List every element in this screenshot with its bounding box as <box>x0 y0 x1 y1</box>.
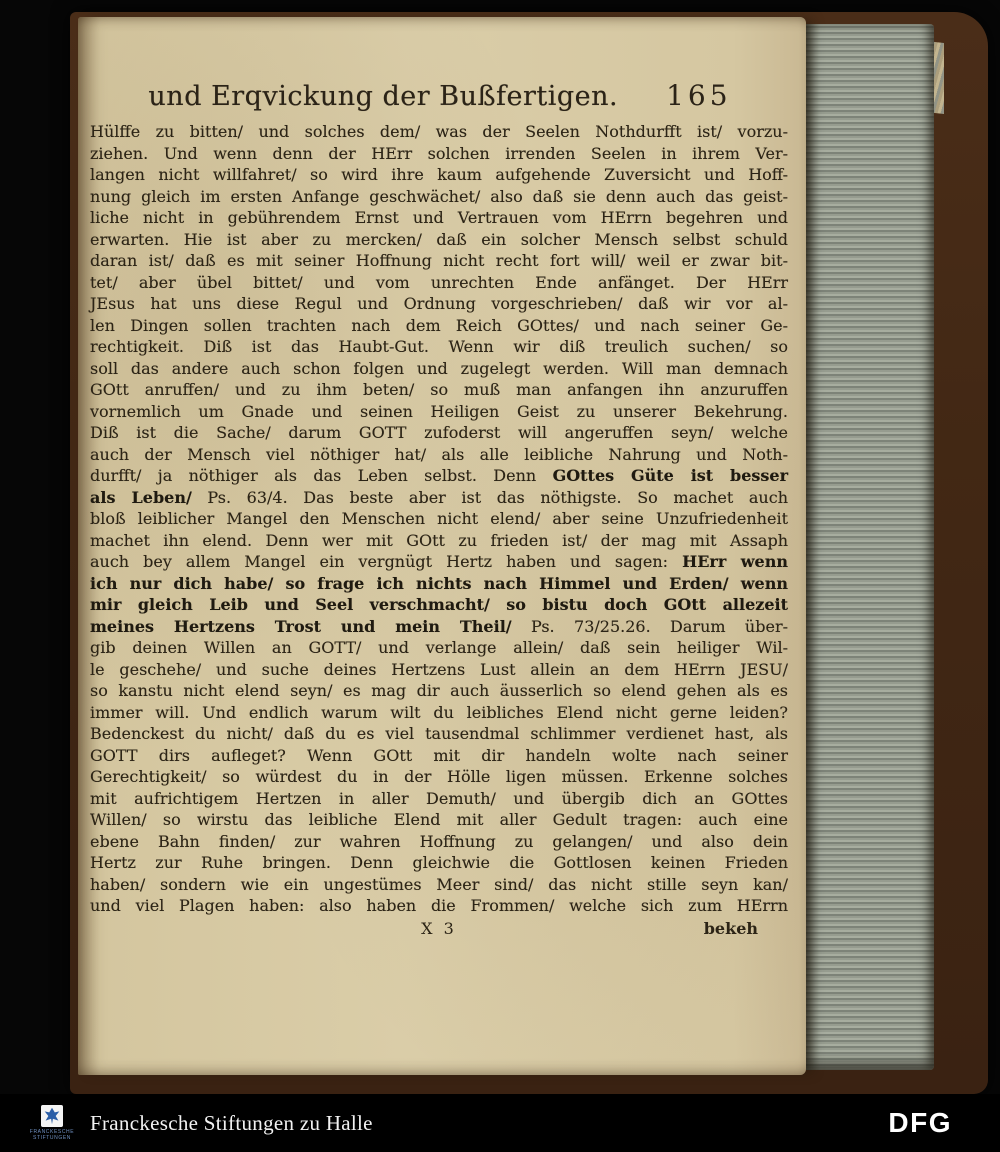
running-title: und Erqvickung der Bußfertigen. <box>148 81 619 112</box>
text-line: liche nicht in gebührendem Ernst und Vertrauen vom HErrn begehren und <box>90 208 788 227</box>
text-line: len Dingen sollen trachten nach dem Reich GOttes/ und nach seiner Ge- <box>90 315 788 335</box>
text-line: Diß ist die Sache/ darum GOTT zufoderst will angeruffen seyn/ welche <box>90 423 788 442</box>
book-fore-edge <box>806 24 934 1070</box>
text-line: Hülffe zu bitten/ und solches dem/ was der Seelen Nothdurfft ist/ vorzu- <box>90 122 788 141</box>
page-footer <box>90 919 788 941</box>
text-line: GOTT dirs aufleget? Wenn GOtt mit dir handeln wolte nach seiner <box>90 745 788 765</box>
logo-caption-line1: FRANCKESCHE <box>29 1129 75 1135</box>
franckesche-stiftungen-logo <box>26 1105 78 1141</box>
text-line: langen nicht willfahret/ so wird ihre kaum aufgehende Zuversicht und Hoff- <box>90 165 788 184</box>
text-line: und viel Plagen haben: also haben die Frommen/ welche sich zum HErrn <box>90 896 788 915</box>
text-line: meines Hertzens Trost und mein Theil/ Ps. 73/25.26. Darum über- <box>90 616 788 636</box>
text-line: mir gleich Leib und Seel verschmacht/ so bistu doch GOtt allezeit <box>90 595 788 614</box>
text-line: daran ist/ daß es mit seiner Hoffnung nicht recht fort will/ weil er zwar bit- <box>90 251 788 270</box>
dfg-logo: DFG <box>888 1107 952 1138</box>
text-line: ich nur dich habe/ so frage ich nichts nach Himmel und Erden/ wenn <box>90 573 788 593</box>
text-line: vornemlich um Gnade und seinen Heiligen Geist zu unserer Bekehrung. <box>90 401 788 421</box>
text-line: ebene Bahn finden/ zur wahren Hoffnung zu gelangen/ und also dein <box>90 831 788 851</box>
franckesche-stiftungen-eagle-icon <box>41 1105 63 1127</box>
logo-caption-line2: STIFTUNGEN <box>33 1135 71 1141</box>
text-line: mit aufrichtigem Hertzen in aller Demuth/ und übergib dich an GOttes <box>90 788 788 808</box>
text-line: gib deinen Willen an GOTT/ und verlange allein/ daß sein heiliger Wil- <box>90 638 788 657</box>
book <box>70 12 988 1094</box>
text-line: auch bey allem Mangel ein vergnügt Hertz haben und sagen: HErr wenn <box>90 552 788 571</box>
text-line: le geschehe/ und suche deines Hertzens Lust allein an dem HErrn JESU/ <box>90 659 788 679</box>
text-line: auch der Mensch viel nöthiger hat/ als alle leibliche Nahrung und Noth- <box>90 444 788 464</box>
page-text <box>90 121 788 917</box>
text-line: ziehen. Und wenn denn der HErr solchen irrenden Seelen in ihrem Ver- <box>90 143 788 163</box>
text-line: GOtt anruffen/ und zu ihm beten/ so muß man anfangen ihn anzuruffen <box>90 380 788 399</box>
text-line: JEsus hat uns diese Regul und Ordnung vorgeschrieben/ daß wir vor al- <box>90 294 788 313</box>
franckesche-stiftungen-caption <box>30 1129 74 1141</box>
book-page <box>78 17 806 1075</box>
text-line: soll das andere auch schon folgen und zugelegt werden. Will man demnach <box>90 358 788 378</box>
text-line: so kanstu nicht elend seyn/ es mag dir auch äusserlich so elend gehen als es <box>90 681 788 700</box>
text-line: durfft/ ja nöthiger als das Leben selbst. Denn GOttes Güte ist besser <box>90 466 789 485</box>
text-line: immer will. Und endlich warum wilt du leibliches Elend nicht gerne leiden? <box>90 702 788 722</box>
catchword: bekeh <box>703 918 758 938</box>
text-line: erwarten. Hie ist aber zu mercken/ daß ein solcher Mensch selbst schuld <box>90 229 788 249</box>
text-line: haben/ sondern wie ein ungestümes Meer sind/ das nicht stille seyn kan/ <box>90 874 788 894</box>
text-line: Willen/ so wirstu das leibliche Elend mit aller Gedult tragen: auch eine <box>90 810 788 829</box>
text-line: tet/ aber übel bittet/ und vom unrechten Ende anfänget. Der HErr <box>90 272 788 292</box>
institution-name: Franckesche Stiftungen zu Halle <box>90 1110 373 1135</box>
text-line: Hertz zur Ruhe bringen. Denn gleichwie die Gottlosen keinen Frieden <box>90 853 788 872</box>
page-number: 165 <box>666 79 732 112</box>
text-line: bloß leiblicher Mangel den Menschen nicht elend/ aber seine Unzufriedenheit <box>90 509 788 528</box>
text-line: rechtigkeit. Diß ist das Haubt-Gut. Wenn wir diß treulich suchen/ so <box>90 337 788 356</box>
page-header <box>92 79 788 113</box>
text-line: als Leben/ Ps. 63/4. Das beste aber ist das nöthigste. So machet auch <box>90 487 789 507</box>
text-line: Gerechtigkeit/ so würdest du in der Hölle ligen müssen. Erkenne solches <box>90 767 788 786</box>
text-line: Bedenckest du nicht/ daß du es viel tausendmal schlimmer verdienet hast, als <box>90 724 788 743</box>
signature-mark: X 3 <box>421 918 457 938</box>
bottom-bar <box>0 1094 1000 1152</box>
text-line: nung gleich im ersten Anfange geschwächet/ also daß sie denn auch das geist- <box>90 186 788 206</box>
text-line: machet ihn elend. Denn wer mit GOtt zu frieden ist/ der mag mit Assaph <box>90 530 788 550</box>
